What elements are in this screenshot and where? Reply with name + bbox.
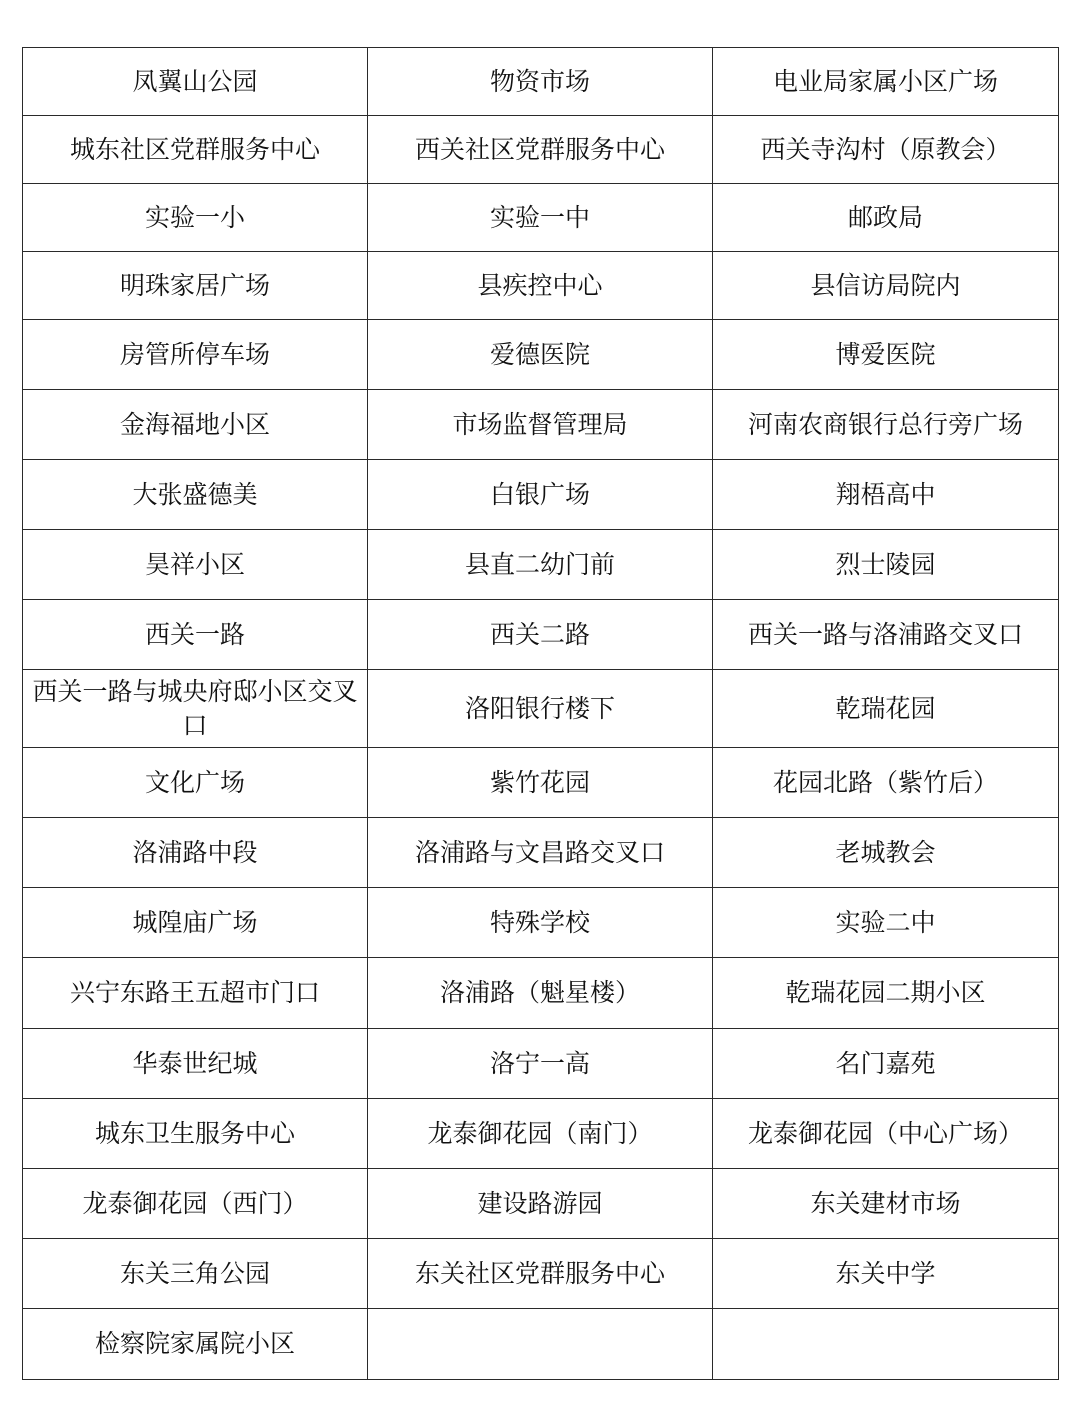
- table-cell: 检察院家属院小区: [23, 1309, 368, 1380]
- table-cell: 县疾控中心: [368, 252, 713, 320]
- table-cell: 实验一小: [23, 184, 368, 252]
- table-cell: [713, 1309, 1059, 1380]
- table-row: [23, 1239, 1059, 1309]
- table-cell: 金海福地小区: [23, 390, 368, 460]
- table-cell: 烈士陵园: [713, 530, 1059, 600]
- table-row: [23, 748, 1059, 818]
- table-cell: 洛浦路（魁星楼）: [368, 958, 713, 1029]
- table-cell: 大张盛德美: [23, 460, 368, 530]
- table-cell: 兴宁东路王五超市门口: [23, 958, 368, 1029]
- table-cell: 博爱医院: [713, 320, 1059, 390]
- table-cell: 翔梧高中: [713, 460, 1059, 530]
- table-cell: 名门嘉苑: [713, 1029, 1059, 1099]
- table-row: [23, 818, 1059, 888]
- table-cell: 洛阳银行楼下: [368, 670, 713, 748]
- table-cell: 东关中学: [713, 1239, 1059, 1309]
- location-table: [22, 47, 1059, 1380]
- table-cell: 邮政局: [713, 184, 1059, 252]
- table-cell: 紫竹花园: [368, 748, 713, 818]
- table-cell: 西关社区党群服务中心: [368, 116, 713, 184]
- table-cell: 洛浦路中段: [23, 818, 368, 888]
- table-cell: 河南农商银行总行旁广场: [713, 390, 1059, 460]
- table-cell: 花园北路（紫竹后）: [713, 748, 1059, 818]
- table-cell: 城东卫生服务中心: [23, 1099, 368, 1169]
- table-cell: 西关一路与洛浦路交叉口: [713, 600, 1059, 670]
- table-cell: 乾瑞花园二期小区: [713, 958, 1059, 1029]
- table-cell: 龙泰御花园（中心广场）: [713, 1099, 1059, 1169]
- table-row: [23, 1309, 1059, 1380]
- table-cell: 西关二路: [368, 600, 713, 670]
- table-row: [23, 600, 1059, 670]
- location-table-body: [23, 48, 1059, 1380]
- table-cell: 爱德医院: [368, 320, 713, 390]
- table-cell: 城隍庙广场: [23, 888, 368, 958]
- table-cell: 特殊学校: [368, 888, 713, 958]
- table-cell: 城东社区党群服务中心: [23, 116, 368, 184]
- table-cell: 凤翼山公园: [23, 48, 368, 116]
- table-cell: 明珠家居广场: [23, 252, 368, 320]
- table-cell: 县直二幼门前: [368, 530, 713, 600]
- table-cell: 文化广场: [23, 748, 368, 818]
- table-row: [23, 390, 1059, 460]
- table-cell: 西关一路: [23, 600, 368, 670]
- table-row: [23, 48, 1059, 116]
- table-row: [23, 1169, 1059, 1239]
- table-cell: 建设路游园: [368, 1169, 713, 1239]
- table-cell: 华泰世纪城: [23, 1029, 368, 1099]
- table-cell: 电业局家属小区广场: [713, 48, 1059, 116]
- table-cell: 物资市场: [368, 48, 713, 116]
- table-row: [23, 1099, 1059, 1169]
- table-cell: 房管所停车场: [23, 320, 368, 390]
- table-row: [23, 252, 1059, 320]
- table-cell: 龙泰御花园（西门）: [23, 1169, 368, 1239]
- table-cell: 西关寺沟村（原教会）: [713, 116, 1059, 184]
- table-row: [23, 320, 1059, 390]
- table-cell: 西关一路与城央府邸小区交叉口: [23, 670, 368, 748]
- table-cell: 龙泰御花园（南门）: [368, 1099, 713, 1169]
- table-cell: 白银广场: [368, 460, 713, 530]
- table-row: [23, 116, 1059, 184]
- table-cell: 实验二中: [713, 888, 1059, 958]
- table-cell: 洛宁一高: [368, 1029, 713, 1099]
- table-cell: 东关三角公园: [23, 1239, 368, 1309]
- table-cell: 实验一中: [368, 184, 713, 252]
- table-row: [23, 670, 1059, 748]
- table-cell: 市场监督管理局: [368, 390, 713, 460]
- table-row: [23, 888, 1059, 958]
- table-cell: [368, 1309, 713, 1380]
- table-cell: 昊祥小区: [23, 530, 368, 600]
- table-cell: 乾瑞花园: [713, 670, 1059, 748]
- table-row: [23, 530, 1059, 600]
- table-cell: 县信访局院内: [713, 252, 1059, 320]
- table-cell: 洛浦路与文昌路交叉口: [368, 818, 713, 888]
- table-cell: 老城教会: [713, 818, 1059, 888]
- table-cell: 东关建材市场: [713, 1169, 1059, 1239]
- table-row: [23, 184, 1059, 252]
- table-row: [23, 460, 1059, 530]
- table-cell: 东关社区党群服务中心: [368, 1239, 713, 1309]
- table-row: [23, 958, 1059, 1029]
- table-row: [23, 1029, 1059, 1099]
